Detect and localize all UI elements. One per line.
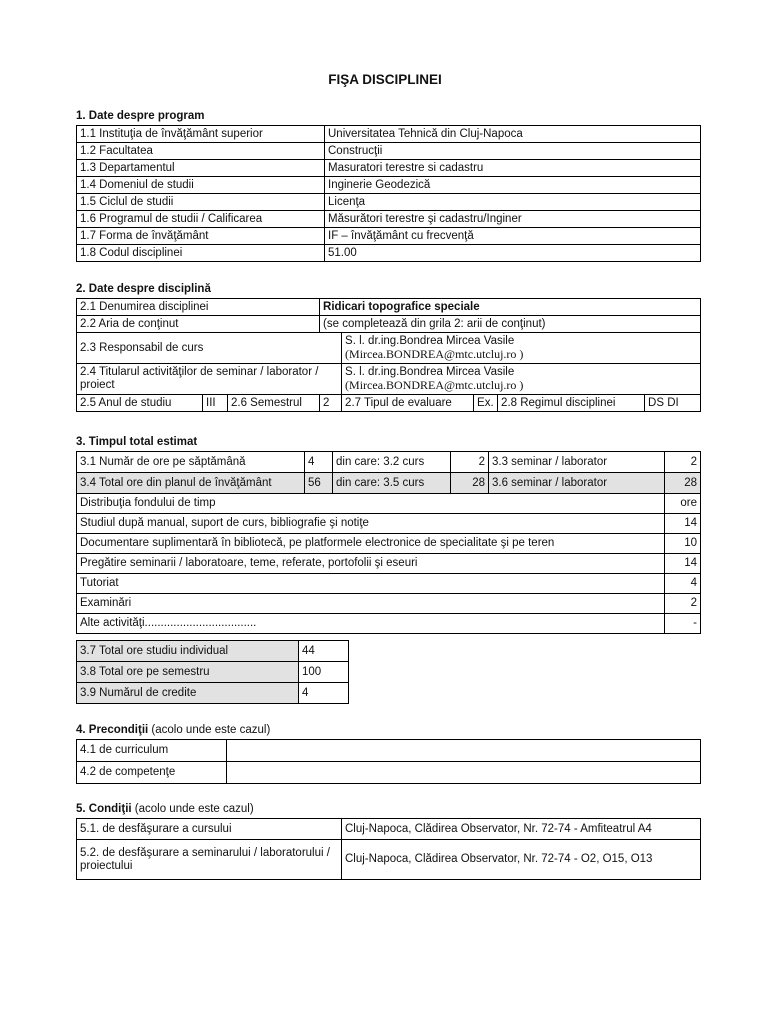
section-5-heading xyxy=(76,803,254,815)
evaluation-type-value: Ex. xyxy=(474,395,498,412)
course-responsible-label: 2.3 Responsabil de curs xyxy=(77,333,342,364)
table-row xyxy=(77,594,701,614)
document-title: FIŞA DISCIPLINEI xyxy=(328,72,442,87)
seminar-holder-value xyxy=(342,364,701,395)
table-row xyxy=(77,641,349,662)
activity-label: Examinări xyxy=(77,594,665,614)
discipline-regime-label: 2.8 Regimul disciplinei xyxy=(498,395,645,412)
table-row xyxy=(77,740,701,762)
row-label: 1.4 Domeniul de studii xyxy=(77,177,325,194)
activity-hours: 14 xyxy=(665,554,701,574)
section-4-title: 4. Precondiţii xyxy=(76,724,149,736)
activity-hours: 10 xyxy=(665,534,701,554)
course-conditions-label: 5.1. de desfăşurare a cursului xyxy=(77,819,342,840)
row-value: Inginerie Geodezică xyxy=(325,177,701,194)
plan-course-hours: 28 xyxy=(451,473,489,494)
row-label: 1.5 Ciclul de studii xyxy=(77,194,325,211)
table-row xyxy=(77,364,701,395)
activity-label: Studiul după manual, suport de curs, bibliografie şi notiţe xyxy=(77,514,665,534)
curriculum-label: 4.1 de curriculum xyxy=(77,740,227,762)
total-value: 4 xyxy=(299,683,349,704)
activity-label: Alte activităţi................................... xyxy=(77,614,665,634)
row-value: Licenţa xyxy=(325,194,701,211)
row-value: Masuratori terestre si cadastru xyxy=(325,160,701,177)
weekly-course-hours: 2 xyxy=(451,452,489,473)
content-area-value: (se completează din grila 2: arii de conţinut) xyxy=(320,316,701,333)
discipline-name-value: Ridicari topografice speciale xyxy=(320,299,701,316)
table-row xyxy=(77,177,701,194)
activity-hours: 14 xyxy=(665,514,701,534)
table-row xyxy=(77,819,701,840)
competences-value xyxy=(227,762,701,784)
row-label: 1.7 Forma de învăţământ xyxy=(77,228,325,245)
table-row xyxy=(77,840,701,880)
activity-hours: 2 xyxy=(665,594,701,614)
semester-value: 2 xyxy=(320,395,342,412)
program-table xyxy=(76,125,701,262)
table-row xyxy=(77,126,701,143)
seminar-holder-label: 2.4 Titularul activităţilor de seminar / laborator / proiect xyxy=(77,364,342,395)
activity-hours: 4 xyxy=(665,574,701,594)
conditions-table xyxy=(76,818,701,880)
time-distribution-label: Distribuţia fondului de timp xyxy=(77,494,665,514)
discipline-table xyxy=(76,298,701,412)
table-row xyxy=(77,333,701,364)
total-label: 3.9 Numărul de credite xyxy=(77,683,299,704)
curriculum-value xyxy=(227,740,701,762)
plan-seminar-hours: 28 xyxy=(665,473,701,494)
time-table xyxy=(76,451,701,634)
evaluation-type-label: 2.7 Tipul de evaluare xyxy=(342,395,474,412)
row-value: Măsurători terestre şi cadastru/Inginer xyxy=(325,211,701,228)
totals-table xyxy=(76,640,349,704)
section-3-heading: 3. Timpul total estimat xyxy=(76,436,198,448)
table-row xyxy=(77,534,701,554)
table-row xyxy=(77,316,701,333)
seminar-conditions-label: 5.2. de desfăşurare a seminarului / laboratorului / proiectului xyxy=(77,840,342,880)
table-row xyxy=(77,662,349,683)
table-row xyxy=(77,211,701,228)
table-row xyxy=(77,452,701,473)
activity-label: Pregătire seminarii / laboratoare, teme, referate, portofolii şi eseuri xyxy=(77,554,665,574)
competences-label: 4.2 de competenţe xyxy=(77,762,227,784)
responsible-email: (Mircea.BONDREA@mtc.utcluj.ro ) xyxy=(345,347,524,361)
row-label: 1.6 Programul de studii / Calificarea xyxy=(77,211,325,228)
content-area-label: 2.2 Aria de conţinut xyxy=(77,316,320,333)
semester-label: 2.6 Semestrul xyxy=(228,395,320,412)
section-1-heading: 1. Date despre program xyxy=(76,110,205,122)
table-row xyxy=(77,514,701,534)
course-responsible-value xyxy=(342,333,701,364)
activity-hours: - xyxy=(665,614,701,634)
table-row xyxy=(77,395,701,412)
section-4-heading xyxy=(76,724,270,736)
section-2-heading: 2. Date despre disciplină xyxy=(76,283,211,295)
row-label: 1.1 Instituţia de învăţământ superior xyxy=(77,126,325,143)
plan-of-which-course: din care: 3.5 curs xyxy=(333,473,451,494)
weekly-hours-label: 3.1 Număr de ore pe săptămână xyxy=(77,452,305,473)
activity-label: Documentare suplimentară în bibliotecă, pe platformele electronice de specialitate şi pe teren xyxy=(77,534,665,554)
seminar-conditions-value: Cluj-Napoca, Clădirea Observator, Nr. 72-74 - O2, O15, O13 xyxy=(342,840,701,880)
holder-email: (Mircea.BONDREA@mtc.utcluj.ro ) xyxy=(345,378,524,392)
table-row xyxy=(77,614,701,634)
row-value: Universitatea Tehnică din Cluj-Napoca xyxy=(325,126,701,143)
section-5-title: 5. Condiţii xyxy=(76,803,132,815)
row-label: 1.2 Facultatea xyxy=(77,143,325,160)
total-label: 3.8 Total ore pe semestru xyxy=(77,662,299,683)
discipline-regime-value: DS DI xyxy=(645,395,701,412)
study-year-label: 2.5 Anul de studiu xyxy=(77,395,203,412)
weekly-hours-value: 4 xyxy=(305,452,333,473)
row-label: 1.8 Codul disciplinei xyxy=(77,245,325,262)
responsible-name: S. l. dr.ing.Bondrea Mircea Vasile xyxy=(345,335,515,347)
weekly-seminar-hours: 2 xyxy=(665,452,701,473)
table-row xyxy=(77,299,701,316)
row-value: IF – învăţământ cu frecvenţă xyxy=(325,228,701,245)
row-value: 51.00 xyxy=(325,245,701,262)
total-label: 3.7 Total ore studiu individual xyxy=(77,641,299,662)
row-label: 1.3 Departamentul xyxy=(77,160,325,177)
preconditions-table xyxy=(76,739,701,784)
total-value: 44 xyxy=(299,641,349,662)
plan-hours-label: 3.4 Total ore din planul de învăţământ xyxy=(77,473,305,494)
table-row xyxy=(77,245,701,262)
table-row xyxy=(77,494,701,514)
plan-hours-value: 56 xyxy=(305,473,333,494)
row-value: Construcţii xyxy=(325,143,701,160)
table-row xyxy=(77,762,701,784)
table-row xyxy=(77,683,349,704)
table-row xyxy=(77,554,701,574)
plan-seminar-label: 3.6 seminar / laborator xyxy=(489,473,665,494)
section-4-note: (acolo unde este cazul) xyxy=(148,724,271,736)
course-conditions-value: Cluj-Napoca, Clădirea Observator, Nr. 72-74 - Amfiteatrul A4 xyxy=(342,819,701,840)
table-row xyxy=(77,228,701,245)
weekly-of-which-course: din care: 3.2 curs xyxy=(333,452,451,473)
weekly-seminar-label: 3.3 seminar / laborator xyxy=(489,452,665,473)
table-row xyxy=(77,160,701,177)
table-row xyxy=(77,574,701,594)
table-row xyxy=(77,194,701,211)
total-value: 100 xyxy=(299,662,349,683)
activity-label: Tutoriat xyxy=(77,574,665,594)
table-row xyxy=(77,473,701,494)
holder-name: S. l. dr.ing.Bondrea Mircea Vasile xyxy=(345,366,515,378)
table-row xyxy=(77,143,701,160)
study-year-value: III xyxy=(203,395,228,412)
time-distribution-unit: ore xyxy=(665,494,701,514)
section-5-note: (acolo unde este cazul) xyxy=(131,803,254,815)
discipline-name-label: 2.1 Denumirea disciplinei xyxy=(77,299,320,316)
